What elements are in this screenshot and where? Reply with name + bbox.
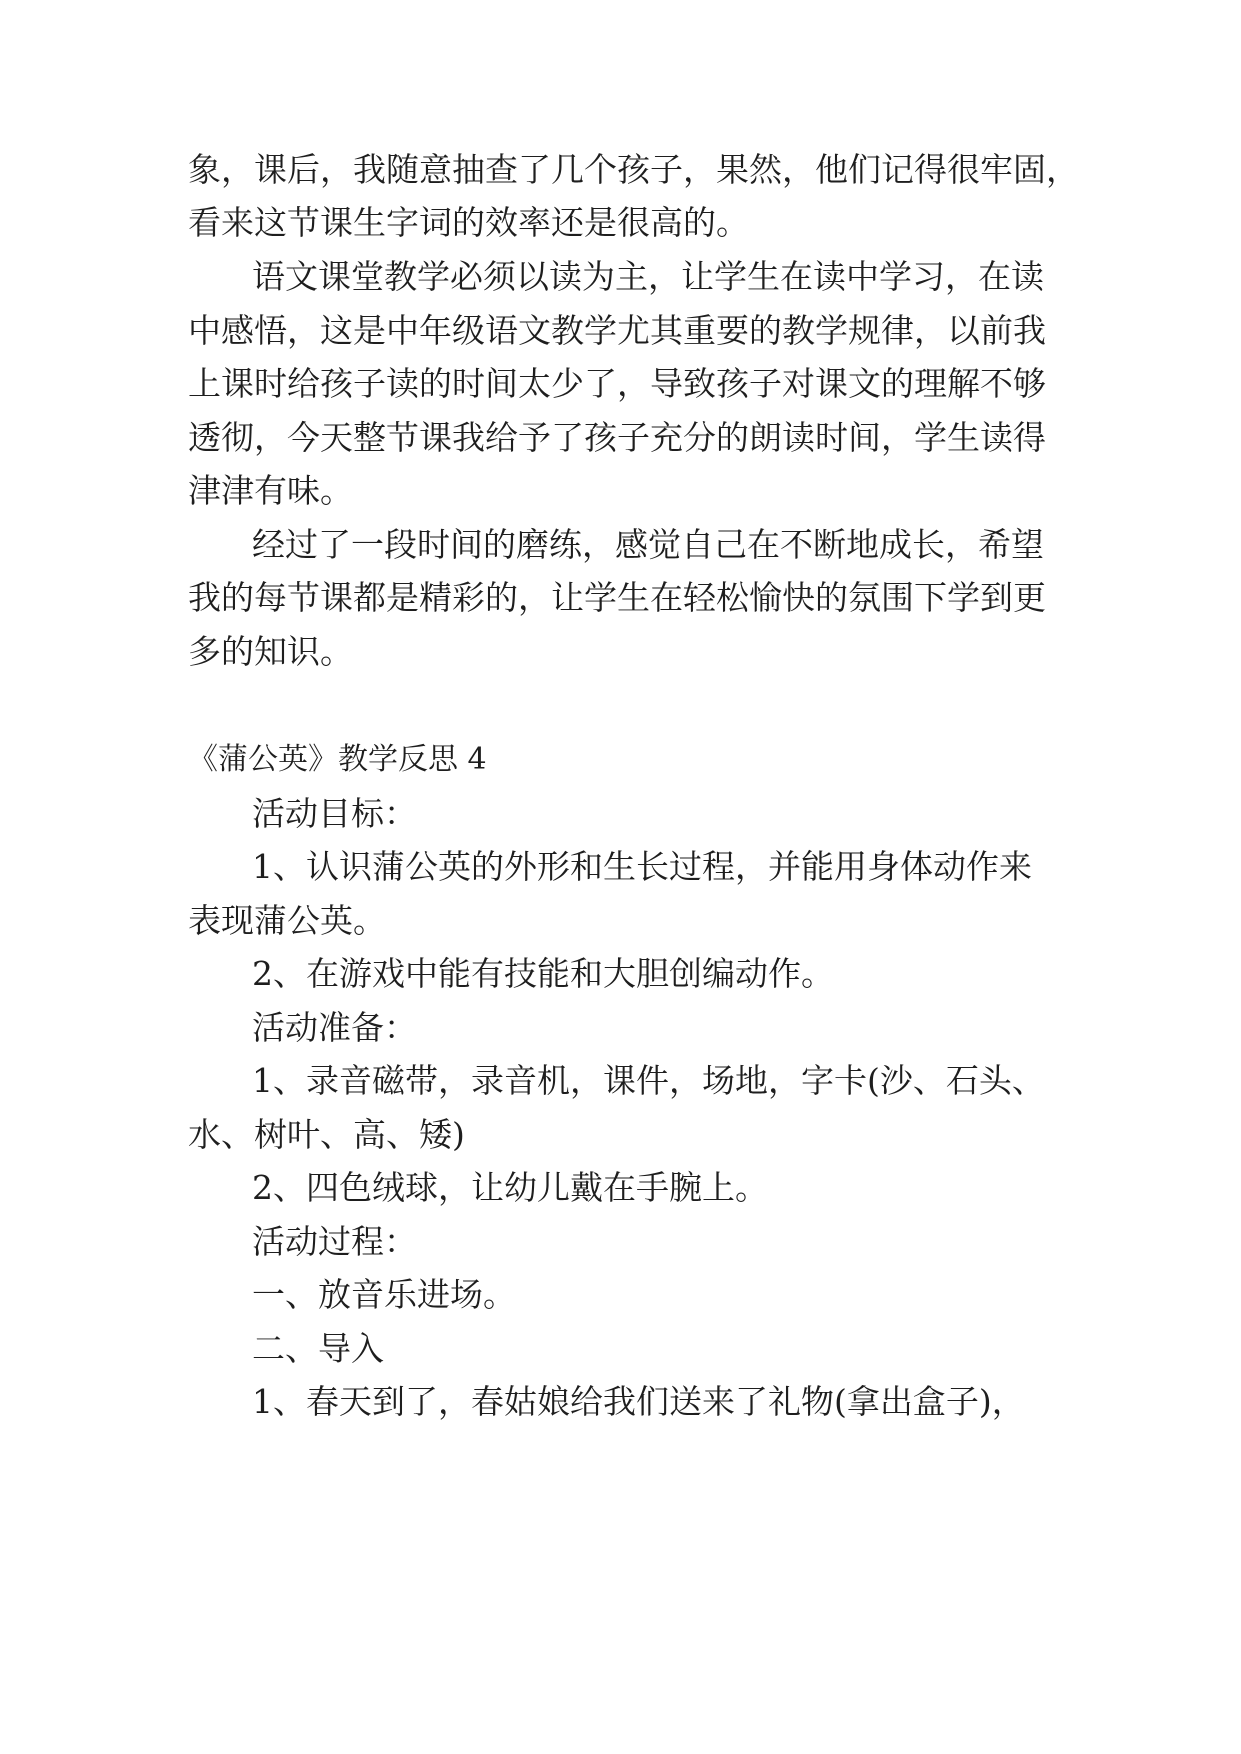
text-line-6: 透彻，今天整节课我给予了孩子充分的朗读时间，学生读得: [188, 418, 1046, 457]
text-line-23: 1、春天到了，春姑娘给我们送来了礼物(拿出盒子)，: [252, 1382, 1025, 1421]
text-line-3: 语文课堂教学必须以读为主，让学生在读中学习，在读: [252, 257, 1044, 296]
text-line-8: 经过了一段时间的磨练，感觉自己在不断地成长，希望: [252, 525, 1044, 564]
text-line-4: 中感悟，这是中年级语文教学尤其重要的教学规律，以前我: [188, 311, 1046, 350]
text-line-9: 我的每节课都是精彩的，让学生在轻松愉快的氛围下学到更: [188, 578, 1046, 617]
text-line-1: 象，课后，我随意抽查了几个孩子，果然，他们记得很牢固，: [188, 150, 1079, 189]
text-line-21: 一、放音乐进场。: [252, 1275, 516, 1314]
text-line-7: 津津有味。: [188, 471, 353, 510]
text-line-19: 2、四色绒球，让幼儿戴在手腕上。: [252, 1168, 768, 1207]
text-line-18: 水、树叶、高、矮): [188, 1115, 465, 1154]
text-line-17: 1、录音磁带，录音机，课件，场地，字卡(沙、石头、: [252, 1061, 1045, 1100]
text-line-14: 表现蒲公英。: [188, 901, 386, 940]
text-line-22: 二、导入: [252, 1329, 384, 1368]
text-line-12: 活动目标：: [252, 794, 417, 833]
text-line-15: 2、在游戏中能有技能和大胆创编动作。: [252, 954, 834, 993]
text-line-13: 1、认识蒲公英的外形和生长过程，并能用身体动作来: [252, 847, 1032, 886]
text-line-5: 上课时给孩子读的时间太少了，导致孩子对课文的理解不够: [188, 364, 1046, 403]
text-line-2: 看来这节课生字词的效率还是很高的。: [188, 203, 749, 242]
section-title: 《蒲公英》教学反思 4: [188, 742, 487, 777]
text-line-20: 活动过程：: [252, 1222, 417, 1261]
text-line-10: 多的知识。: [188, 632, 353, 671]
text-line-16: 活动准备：: [252, 1008, 417, 1047]
